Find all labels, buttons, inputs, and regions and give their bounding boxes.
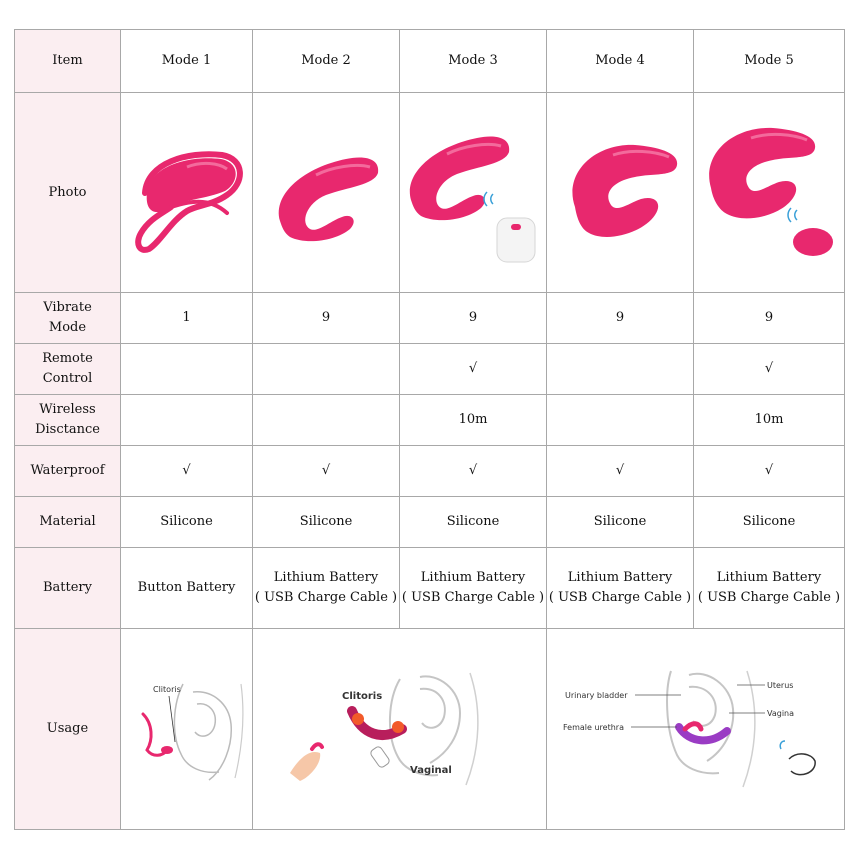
vibrator-photo-icon [266,133,386,253]
vibrator-photo-icon [127,133,247,253]
battery-row [15,548,845,629]
battery-value: Button Battery [121,548,253,629]
usage-cell-mode1 [121,629,253,830]
anatomy-diagram-icon [270,669,530,789]
material-value: Silicone [547,497,694,548]
photo-cell-mode4 [547,93,694,293]
anatomy-diagram-icon [561,669,831,789]
mode-header: Mode 4 [547,30,694,93]
battery-value: Lithium Battery ( USB Charge Cable ) [547,548,694,629]
photo-cell-mode5 [694,93,845,293]
uterus-label: Uterus [766,681,793,690]
material-value: Silicone [253,497,400,548]
vagina-label: Vagina [766,709,794,718]
clitoris-label: Clitoris [152,685,181,694]
remote-label: Remote Control [15,344,121,395]
waterproof-value: √ [121,446,253,497]
battery-value: Lithium Battery ( USB Charge Cable ) [253,548,400,629]
wireless-value [253,395,400,446]
material-value: Silicone [400,497,547,548]
remote-value [253,344,400,395]
waterproof-value: √ [253,446,400,497]
photo-cell-mode1 [121,93,253,293]
remote-value: √ [694,344,845,395]
vibrate-value: 9 [253,293,400,344]
wireless-value [121,395,253,446]
header-row [15,30,845,93]
vibrate-value: 1 [121,293,253,344]
usage-row [15,629,845,830]
mode-header: Mode 5 [694,30,845,93]
waterproof-row [15,446,845,497]
mode-header: Mode 3 [400,30,547,93]
vibrate-value: 9 [547,293,694,344]
vibrate-value: 9 [694,293,845,344]
item-header: Item [15,30,121,93]
material-value: Silicone [694,497,845,548]
mode-header: Mode 1 [121,30,253,93]
spec-table [14,29,845,830]
battery-value: Lithium Battery ( USB Charge Cable ) [400,548,547,629]
usage-cell-mode2-3 [253,629,547,830]
photo-cell-mode3 [400,93,547,293]
photo-label: Photo [15,93,121,293]
anatomy-diagram-icon [123,674,251,784]
wireless-value: 10m [694,395,845,446]
vibrate-label: Vibrate Mode [15,293,121,344]
material-label: Material [15,497,121,548]
clitoris-label: Clitoris [341,691,382,702]
wireless-row [15,395,845,446]
photo-cell-mode2 [253,93,400,293]
usage-label: Usage [15,629,121,830]
photo-row [15,93,845,293]
waterproof-label: Waterproof [15,446,121,497]
vibrator-with-remote-icon [403,118,543,268]
urethra-label: Female urethra [562,723,624,732]
usage-cell-mode4-5 [547,629,845,830]
wireless-value [547,395,694,446]
bladder-label: Urinary bladder [564,691,627,700]
material-row [15,497,845,548]
battery-value: Lithium Battery ( USB Charge Cable ) [694,548,845,629]
remote-value: √ [400,344,547,395]
vibrate-row [15,293,845,344]
remote-value [547,344,694,395]
waterproof-value: √ [400,446,547,497]
waterproof-value: √ [694,446,845,497]
remote-row [15,344,845,395]
battery-label: Battery [15,548,121,629]
wireless-value: 10m [400,395,547,446]
mode-header: Mode 2 [253,30,400,93]
wireless-label: Wireless Disctance [15,395,121,446]
material-value: Silicone [121,497,253,548]
waterproof-value: √ [547,446,694,497]
vibrate-value: 9 [400,293,547,344]
vibrator-photo-icon [555,133,685,253]
remote-value [121,344,253,395]
vaginal-label: Vaginal [409,765,452,776]
vibrator-with-remote-icon [699,118,839,268]
